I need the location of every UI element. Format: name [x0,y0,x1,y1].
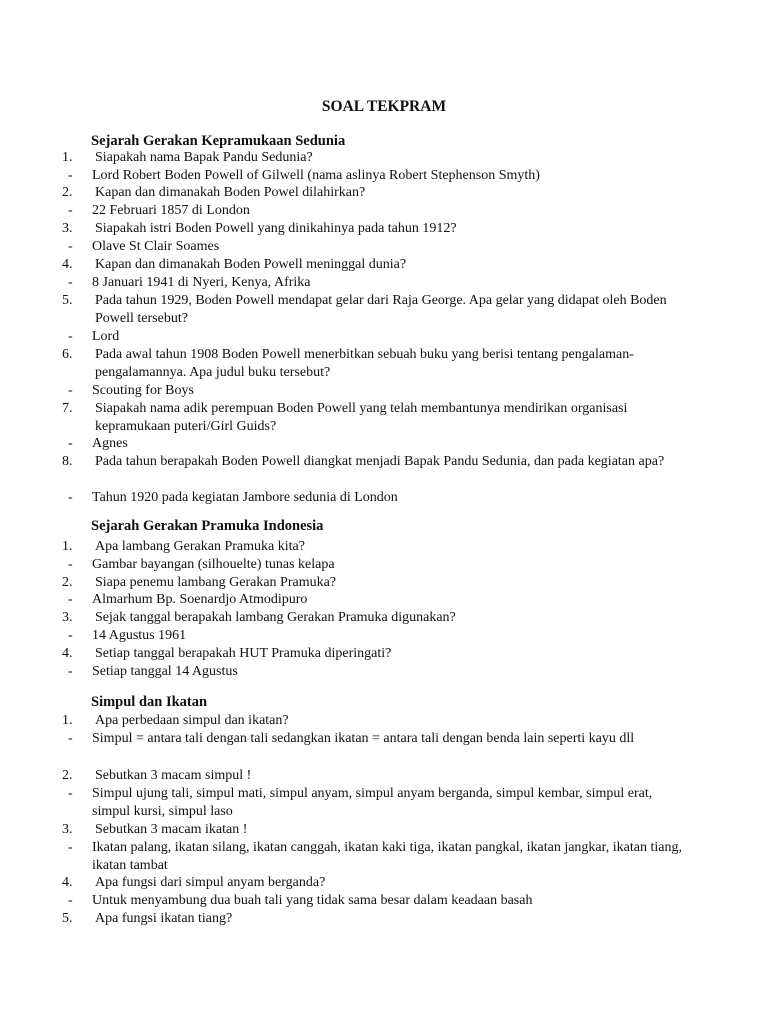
answer-dash: - [68,628,73,643]
answer-text: Agnes [92,436,128,451]
question-text: Siapakah nama adik perempuan Boden Powell yang telah membantunya mendirikan organisasi kepramukaan puteri/Girl Guids? [95,401,628,434]
answer-dash: - [68,664,73,679]
item-number: 3. [62,822,73,837]
item-number: 5. [62,911,73,926]
question-text: Pada tahun berapakah Boden Powell diangkat menjadi Bapak Pandu Sedunia, dan pada kegiatan apa? [95,454,665,469]
item-number: 4. [62,875,73,890]
answer-dash: - [68,490,73,505]
answer-dash: - [68,840,73,855]
answer-dash: - [68,557,73,572]
answer-dash: - [68,203,73,218]
item-number: 2. [62,185,73,200]
answer-text: Setiap tanggal 14 Agustus [92,664,238,679]
question-text: Kapan dan dimanakah Boden Powel dilahirkan? [95,185,366,200]
question-text: Siapa penemu lambang Gerakan Pramuka? [95,575,337,590]
question-text: Apa perbedaan simpul dan ikatan? [95,713,289,728]
question-text: Sebutkan 3 macam simpul ! [95,768,252,783]
answer-dash: - [68,893,73,908]
item-number: 3. [62,610,73,625]
answer-text: Olave St Clair Soames [92,239,220,254]
answer-text: Gambar bayangan (silhouelte) tunas kelapa [92,557,335,572]
answer-dash: - [68,239,73,254]
answer-dash: - [68,275,73,290]
answer-text: Lord Robert Boden Powell of Gilwell (nama aslinya Robert Stephenson Smyth) [92,168,540,183]
question-text: Siapakah nama Bapak Pandu Sedunia? [95,150,313,165]
answer-dash: - [68,786,73,801]
question-text: Apa lambang Gerakan Pramuka kita? [95,539,305,554]
item-number: 1. [62,150,73,165]
item-number: 1. [62,539,73,554]
question-text: Sebutkan 3 macam ikatan ! [95,822,248,837]
item-number: 4. [62,257,73,272]
answer-dash: - [68,731,73,746]
question-text: Apa fungsi ikatan tiang? [95,911,233,926]
item-number: 1. [62,713,73,728]
question-text: Sejak tanggal berapakah lambang Gerakan Pramuka digunakan? [95,610,456,625]
answer-dash: - [68,168,73,183]
answer-text: Tahun 1920 pada kegiatan Jambore sedunia di London [92,490,398,505]
question-text: Pada tahun 1929, Boden Powell mendapat gelar dari Raja George. Apa gelar yang didapat oleh Boden Powell tersebut? [95,293,667,326]
answer-text: 14 Agustus 1961 [92,628,187,643]
question-text: Siapakah istri Boden Powell yang dinikahinya pada tahun 1912? [95,221,457,236]
answer-text: 8 Januari 1941 di Nyeri, Kenya, Afrika [92,275,311,290]
answer-text: 22 Februari 1857 di London [92,203,250,218]
answer-text: Ikatan palang, ikatan silang, ikatan canggah, ikatan kaki tiga, ikatan pangkal, ikatan jangkar, ikatan tiang, ikatan tambat [92,840,682,873]
item-number: 2. [62,575,73,590]
item-number: 3. [62,221,73,236]
item-number: 4. [62,646,73,661]
section-heading: Simpul dan Ikatan [91,694,208,710]
question-text: Pada awal tahun 1908 Boden Powell menerbitkan sebuah buku yang berisi tentang pengalaman-pengalamannya. Apa judul buku tersebut? [95,347,634,380]
answer-dash: - [68,329,73,344]
answer-text: Lord [92,329,120,344]
answer-text: Scouting for Boys [92,383,194,398]
item-number: 7. [62,401,73,416]
question-text: Kapan dan dimanakah Boden Powell meninggal dunia? [95,257,407,272]
answer-dash: - [68,383,73,398]
section-heading: Sejarah Gerakan Kepramukaan Sedunia [91,133,346,149]
item-number: 8. [62,454,73,469]
answer-dash: - [68,436,73,451]
answer-text: Untuk menyambung dua buah tali yang tidak sama besar dalam keadaan basah [92,893,533,908]
item-number: 5. [62,293,73,308]
question-text: Setiap tanggal berapakah HUT Pramuka diperingati? [95,646,392,661]
answer-dash: - [68,592,73,607]
item-number: 2. [62,768,73,783]
item-number: 6. [62,347,73,362]
answer-text: Simpul ujung tali, simpul mati, simpul anyam, simpul anyam berganda, simpul kembar, simpul erat, simpul kursi, simpul laso [92,786,653,819]
section-heading: Sejarah Gerakan Pramuka Indonesia [91,518,324,534]
question-text: Apa fungsi dari simpul anyam berganda? [95,875,326,890]
answer-text: Almarhum Bp. Soenardjo Atmodipuro [92,592,308,607]
answer-text: Simpul = antara tali dengan tali sedangkan ikatan = antara tali dengan benda lain seperti kayu dll [92,731,635,746]
document-title: SOAL TEKPRAM [321,98,447,115]
